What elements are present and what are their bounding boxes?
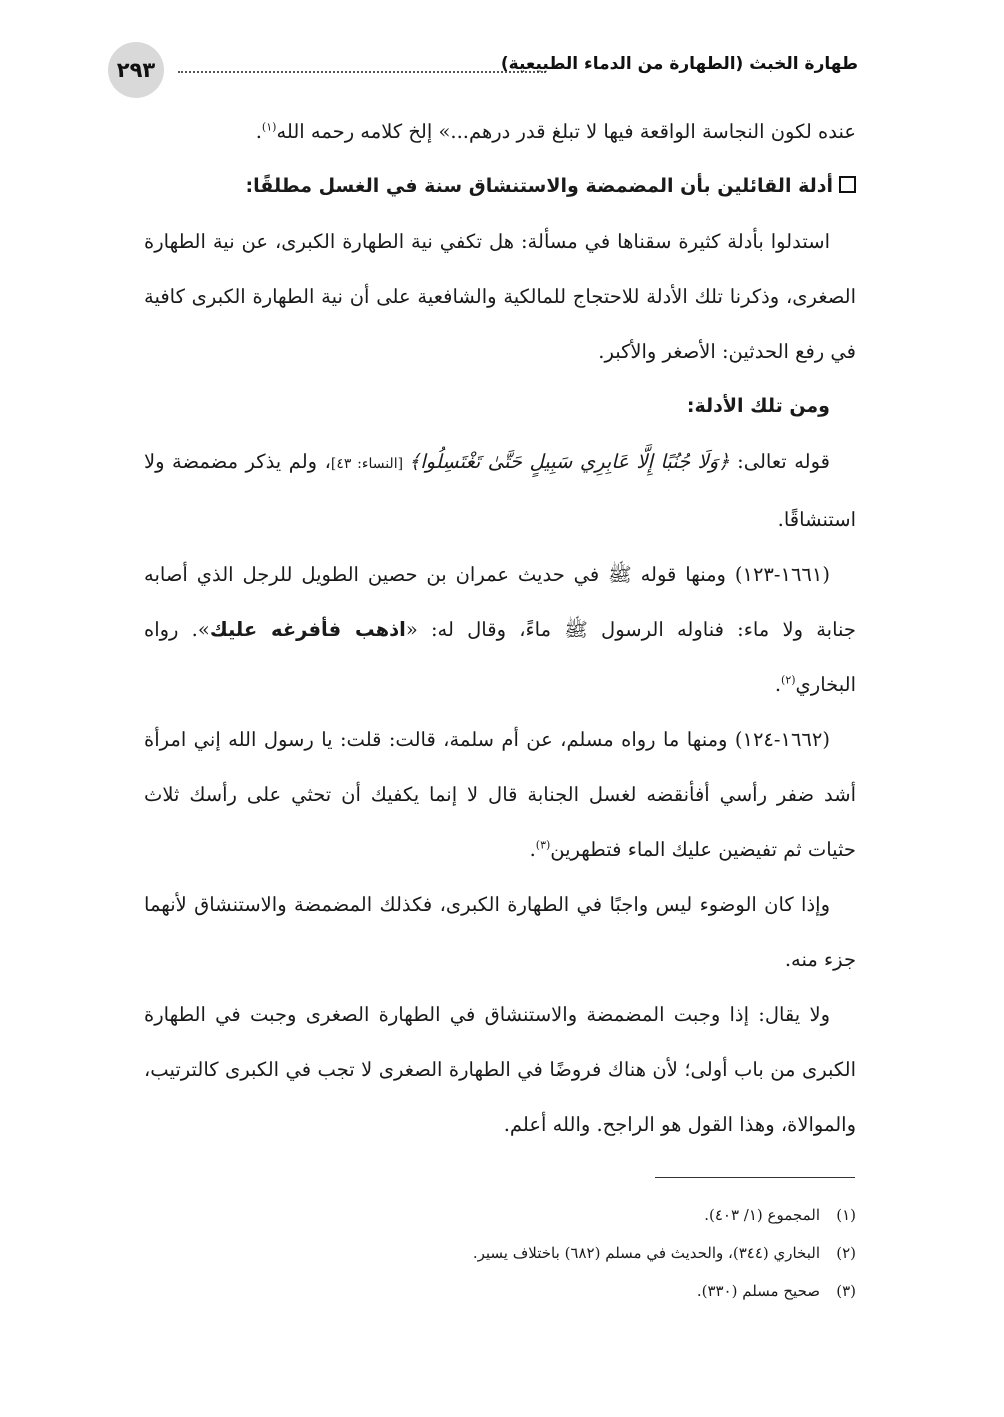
paragraph-text: عنده لكون النجاسة الواقعة فيها لا تبلغ قدر درهم...» إلخ كلامه رحمه الله (276, 120, 856, 143)
running-title: طهارة الخبث (الطهارة من الدماء الطبيعية) (500, 54, 858, 74)
paragraph-text: (١٦٦١-١٢٣) ومنها قوله ﷺ في حديث عمران بن حصين الطويل للرجل الذي أصابه جنابة ولا ماء: فناوله الرسول ﷺ ماءً، وقال له: « (144, 563, 856, 641)
paragraph-text: قوله تعالى: (729, 450, 830, 473)
paragraph: استدلوا بأدلة كثيرة سقناها في مسألة: هل تكفي نية الطهارة الكبرى، عن نية الطهارة الصغرى، وذكرنا تلك الأدلة للاحتجاج للمالكية والشافعية على أن نية الطهارة الكبرى كافية في رفع الحدثين: الأصغر والأكبر. (144, 230, 856, 363)
paragraph: ولا يقال: إذا وجبت المضمضة والاستنشاق في الطهارة الصغرى وجبت في الطهارة الكبرى من باب أولى؛ لأن هناك فروضًا في الطهارة الصغرى لا تجب في الكبرى كالترتيب، والموالاة، وهذا القول هو الراجح. والله أعلم. (144, 1003, 856, 1136)
paragraph-text: ، ولم يذكر مضمضة ولا استنشاقًا. (144, 450, 856, 531)
footnote (144, 1272, 856, 1310)
paragraph: وإذا كان الوضوء ليس واجبًا في الطهارة الكبرى، فكذلك المضمضة والاستنشاق لأنهما جزء منه. (144, 893, 856, 971)
footnote (144, 1196, 856, 1234)
main-text (144, 104, 856, 1152)
square-bullet-icon (839, 176, 856, 193)
heading-text: أدلة القائلين بأن المضمضة والاستنشاق سنة في الغسل مطلقًا: (245, 175, 833, 197)
footnote-number: (٢) (836, 1244, 856, 1262)
footnotes (144, 1196, 856, 1310)
footnote-ref: (١) (261, 120, 277, 134)
paragraph-hadith-2 (144, 712, 856, 877)
paragraph-end: . (774, 673, 782, 696)
quran-verse: ﴿وَلَا جُنُبًا إِلَّا عَابِرِي سَبِيلٍ حَتَّىٰ تَغْتَسِلُوا﴾ (408, 450, 730, 473)
section-heading (144, 159, 856, 214)
footnote-text: المجموع (١/ ٤٠٣). (704, 1206, 820, 1224)
footnote-number: (١) (836, 1206, 856, 1224)
footnote-text: البخاري (٣٤٤)، والحديث في مسلم (٦٨٢) باختلاف يسير. (472, 1244, 820, 1262)
footnote-ref: (٣) (535, 838, 551, 852)
paragraph-continuation (144, 104, 856, 159)
page-header (108, 42, 858, 98)
paragraph-hadith-1 (144, 547, 856, 712)
footnote-ref: (٢) (781, 673, 796, 687)
subheading: ومن تلك الأدلة: (686, 395, 830, 417)
paragraph-verse (144, 434, 856, 547)
paragraph-text: ». رواه البخاري (144, 618, 856, 696)
paragraph-text: (١٦٦٢-١٢٤) ومنها ما رواه مسلم، عن أم سلمة، قالت: قلت: يا رسول الله إني امرأة أشد ضفر رأسي أفأنقضه لغسل الجنابة قال لا إنما يكفيك أن تحثي على رأسك ثلاث حثيات ثم تفيضين عليك الماء فتطهرين (144, 728, 856, 861)
footnote-text: صحيح مسلم (٣٣٠). (696, 1282, 820, 1300)
footnote-number: (٣) (836, 1282, 856, 1300)
paragraph-end: . (529, 838, 536, 861)
paragraph-end: . (255, 120, 262, 143)
footnote-divider (655, 1177, 855, 1178)
page-number: ٢٩٣ (108, 42, 164, 98)
header-dotted-leader (178, 71, 546, 73)
footnote (144, 1234, 856, 1272)
hadith-quote: اذهب فأفرغه عليك (209, 618, 406, 641)
verse-reference: [النساء: ٤٣] (330, 456, 409, 472)
